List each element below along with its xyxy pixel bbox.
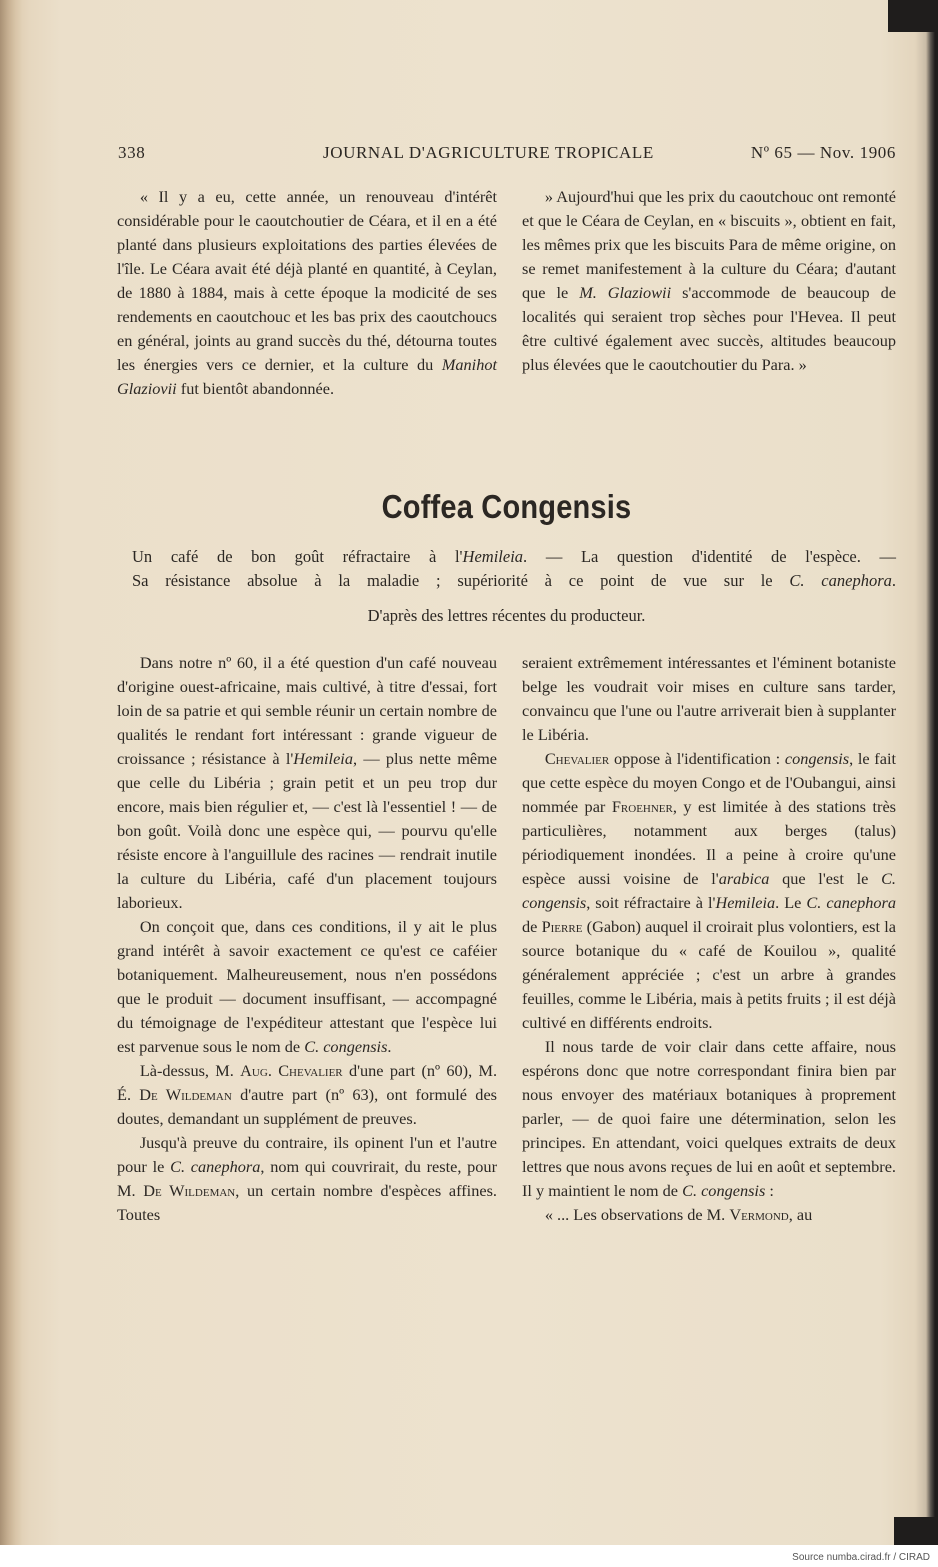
journal-title: JOURNAL D'AGRICULTURE TROPICALE	[323, 143, 654, 162]
top-right-column	[522, 185, 896, 377]
page-number: 338	[118, 143, 146, 162]
article-title: Coffea Congensis	[381, 488, 632, 525]
page-edge-shadow	[926, 0, 938, 1545]
scan-corner-top	[888, 0, 938, 32]
body-paragraph: Dans notre nº 60, il a été question d'un café nouveau d'origine ouest-africaine, mais cultivé, à titre d'essai, fort loin de sa patrie et qui semble réunir un certain nombre de qualités le rendant fort intéressant : grande vigueur de croissance ; résistance à l'Hemileia, — plus nette même que celle du Libéria ; grain petit et un peu trop dur encore, mais bien régulier et, — c'est là l'essentiel ! — de bon goût. Voilà donc une espèce qui, — pourvu qu'elle résiste encore à l'anguillule des racines — rendrait inutile la culture du Libéria, café d'un placement toujours laborieux.	[117, 653, 497, 912]
issue-number: Nº 65 — Nov. 1906	[750, 143, 896, 162]
quote-paragraph: » Aujourd'hui que les prix du caoutchouc ont remonté et que le Céara de Ceylan, en « biscuits », obtient en fait, les mêmes prix que les biscuits Para de même origine, on se remet manifestement à la culture du Céara; d'autant que le M. Glaziowii s'accommode de beaucoup de localités qui seraient trop sèches pour l'Hevea. Il peut être cultivé également avec succès, altitudes beaucoup plus élevées que le caoutchoutier du Para. »	[522, 187, 896, 374]
page-spine-shadow	[0, 0, 22, 1545]
top-left-column	[117, 185, 497, 401]
body-paragraph: Chevalier oppose à l'identification : congensis, le fait que cette espèce du moyen Congo et de l'Oubangui, ainsi nommée par Froehner, y est limitée à des stations très particulières, notamment aux berges (talus) périodiquement inondées. Il a peine à croire qu'une espèce aussi voisine de l'arabica que l'est le C. congensis, soit réfractaire à l'Hemileia. Le C. canephora de Pierre (Gabon) auquel il croirait plus volontiers, est la source botanique du « café de Kouilou », qualité généralement appréciée ; c'est un arbre à grandes feuilles, comme le Libéria, mais à petits fruits ; il est déjà cultivé en différents endroits.	[522, 749, 897, 1032]
running-header	[118, 143, 896, 165]
body-paragraph: Jusqu'à preuve du contraire, ils opinent l'un et l'autre pour le C. canephora, nom qui couvrirait, du reste, pour M. De Wildeman, un certain nombre d'espèces affines. Toutes	[117, 1133, 497, 1224]
body-paragraph: « ... Les observations de M. Vermond, au	[544, 1205, 813, 1224]
scan-corner-bottom	[894, 1517, 938, 1545]
quote-paragraph: « Il y a eu, cette année, un renouveau d'intérêt considérable pour le caoutchoutier de Céara, et il en a été planté dans plusieurs exploitations des parties élevées de l'île. Le Céara avait été déjà planté en quantité, à Ceylan, de 1880 à 1884, mais à cette époque la modicité de ses rendements en caoutchouc et les bas prix des caoutchoucs en général, joints au grand succès du thé, détourna toutes les énergies vers ce dernier, et la culture du Manihot Glaziovii fut bientôt abandonnée.	[117, 187, 497, 398]
body-right-column	[522, 651, 896, 1227]
article-subtitle: Un café de bon goût réfractaire à l'Hemileia. — La question d'identité de l'espèce. — Sa résistance absolue à la maladie ; supériorité à ce point de vue sur le C. canephora.	[132, 547, 897, 590]
source-credit: Source numba.cirad.fr / CIRAD	[792, 1552, 930, 1563]
body-paragraph: Là-dessus, M. Aug. Chevalier d'une part (nº 60), M. É. De Wildeman d'autre part (nº 63), ont formulé des doutes, demandant un supplément de preuves.	[117, 1061, 498, 1128]
article-source-note: D'après des lettres récentes du producteur.	[367, 606, 646, 625]
body-paragraph: seraient extrêmement intéressantes et l'éminent botaniste belge les voudrait voir mises en culture sans tarder, convaincu que l'une ou l'autre arriverait bien à supplanter le Libéria.	[522, 653, 896, 744]
body-paragraph: Il nous tarde de voir clair dans cette affaire, nous espérons donc que notre correspondant finira bien par nous envoyer des matériaux botaniques à proprement parler, — de quoi faire une détermination, selon les principes. En attendant, voici quelques extraits de deux lettres que nous avons reçues de lui en août et septembre. Il y maintient le nom de C. congensis :	[522, 1037, 896, 1200]
body-left-column	[117, 651, 497, 1227]
body-paragraph: On conçoit que, dans ces conditions, il y ait le plus grand intérêt à savoir exactement ce qu'est ce caféier botaniquement. Malheureusement, nous n'en possédons que le produit — document insuffisant, — accompagné du témoignage de l'expéditeur attestant que l'espèce lui est parvenue sous le nom de C. congensis.	[117, 917, 497, 1056]
